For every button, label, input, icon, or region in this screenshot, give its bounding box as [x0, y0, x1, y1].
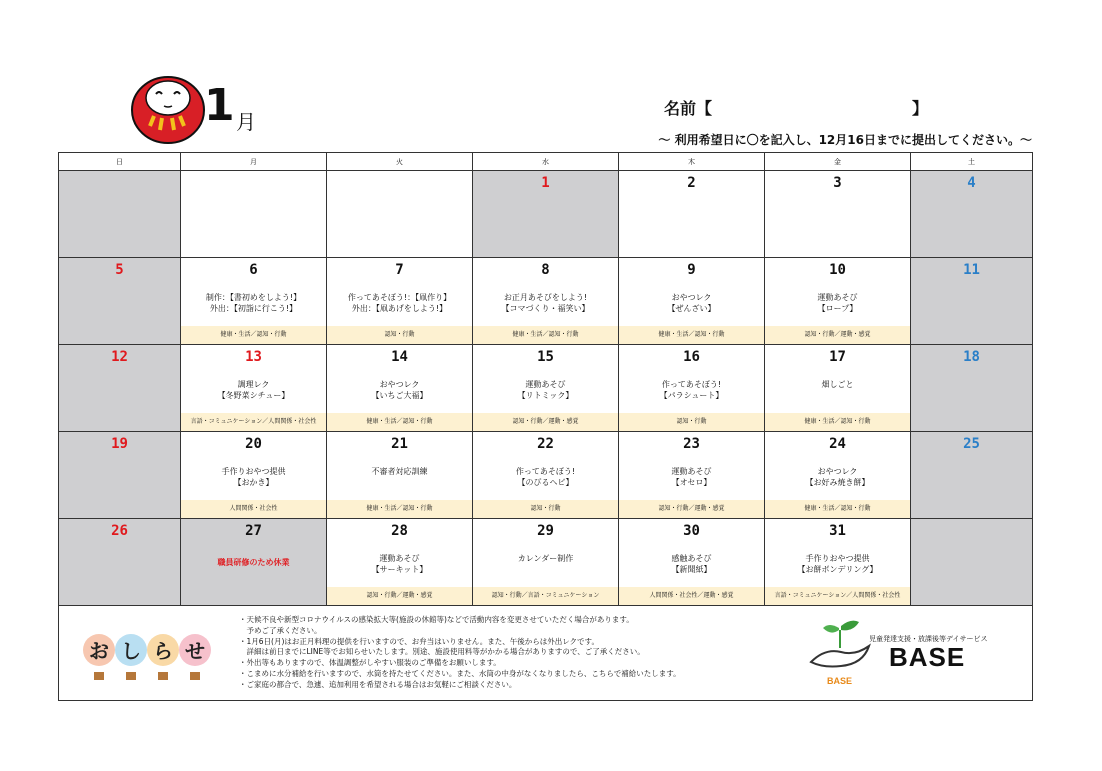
day-number: 7 [395, 262, 404, 278]
day-number: 28 [391, 523, 408, 539]
day-number: 8 [541, 262, 550, 278]
activity-text [619, 292, 764, 314]
daruma-illustration [128, 68, 212, 146]
activity-text [765, 553, 910, 575]
calendar-day-cell[interactable] [181, 258, 327, 345]
day-number: 31 [829, 523, 846, 539]
day-cell-content [765, 171, 910, 257]
calendar-day-cell[interactable] [473, 258, 619, 345]
day-cell-content [911, 258, 1032, 344]
activity-text [327, 292, 472, 314]
activity-line: 【ロープ】 [817, 304, 858, 313]
day-number: 17 [829, 349, 846, 365]
calendar-day-cell[interactable] [911, 258, 1033, 345]
activity-line: 【サーキット】 [371, 565, 428, 574]
balloon-basket [158, 672, 168, 680]
name-bracket-close: 】 [912, 99, 929, 118]
day-number: 19 [111, 436, 128, 452]
activity-line: カレンダー制作 [517, 554, 574, 563]
activity-line: 【冬野菜シチュー】 [217, 391, 290, 400]
day-cell-content [59, 432, 180, 518]
activity-text [765, 466, 910, 488]
calendar-day-cell[interactable] [181, 171, 327, 258]
activity-line: 運動あそび [525, 380, 566, 389]
activity-text [181, 379, 326, 401]
name-label: 名前【 [664, 99, 713, 118]
day-cell-content [619, 171, 764, 257]
activity-line: 外出：【初詣に行こう!】 [209, 304, 298, 313]
support-category: 認知・行動／運動・感覚 [327, 587, 472, 605]
support-category: 言語・コミュニケーション／人間関係・社会性 [181, 413, 326, 431]
weekday-header: 火 [327, 153, 473, 171]
activity-line: 【オセロ】 [671, 478, 712, 487]
calendar-day-cell[interactable] [765, 171, 911, 258]
day-cell-content [473, 519, 618, 605]
support-category: 認知・行動 [327, 326, 472, 344]
calendar-day-cell[interactable] [473, 519, 619, 606]
day-number: 25 [963, 436, 980, 452]
calendar-day-cell[interactable] [619, 345, 765, 432]
support-category: 認知・行動／言語・コミュニケーション [473, 587, 618, 605]
day-number: 30 [683, 523, 700, 539]
notice-item: ・ご家庭の都合で、急遽、追加利用を希望される場合はお気軽にご相談ください。 [239, 679, 517, 689]
activity-line: 運動あそび [379, 554, 420, 563]
day-cell-content [473, 258, 618, 344]
day-number: 10 [829, 262, 846, 278]
day-number: 2 [687, 175, 696, 191]
day-number: 27 [245, 523, 262, 539]
activity-line: 運動あそび [671, 467, 712, 476]
activity-text [619, 553, 764, 575]
calendar-day-cell[interactable] [619, 171, 765, 258]
calendar-day-cell[interactable] [181, 432, 327, 519]
day-cell-content [911, 171, 1032, 257]
day-cell-content [473, 171, 618, 257]
base-name: BASE [889, 642, 966, 672]
day-cell-content [181, 258, 326, 344]
notice-panel [58, 606, 1033, 701]
month-number: 1 [204, 80, 235, 131]
support-category: 健康・生活／認知・行動 [181, 326, 326, 344]
day-cell-content [181, 432, 326, 518]
day-number: 9 [687, 262, 696, 278]
calendar-day-cell[interactable] [765, 258, 911, 345]
activity-line: 畑しごと [821, 380, 854, 389]
day-cell-content [327, 345, 472, 431]
calendar-week-row [59, 345, 1033, 432]
activity-text [619, 466, 764, 488]
day-cell-content [619, 345, 764, 431]
activity-text [765, 379, 910, 390]
calendar-day-cell[interactable] [911, 171, 1033, 258]
support-category: 認知・行動 [619, 413, 764, 431]
calendar-day-cell[interactable] [473, 432, 619, 519]
activity-text [473, 466, 618, 488]
calendar-day-cell[interactable] [327, 258, 473, 345]
support-category: 認知・行動／運動・感覚 [619, 500, 764, 518]
day-number: 16 [683, 349, 700, 365]
calendar-day-cell[interactable] [327, 519, 473, 606]
name-field [664, 96, 964, 119]
activity-line: 【おかき】 [233, 478, 274, 487]
activity-text [473, 379, 618, 401]
activity-line: 【いちご大福】 [371, 391, 428, 400]
day-number: 4 [967, 175, 976, 191]
badge-character: し [121, 639, 141, 663]
activity-line: 【パラシュート】 [659, 391, 724, 400]
calendar-day-cell[interactable] [59, 432, 181, 519]
calendar-day-cell[interactable] [473, 345, 619, 432]
calendar-day-cell[interactable] [59, 345, 181, 432]
activity-line: 作ってあそぼう! [515, 467, 576, 476]
notice-item: ・天候不良や新型コロナウイルスの感染拡大等(施設の休館等)などで活動内容を変更させていただく場合があります。 [239, 615, 634, 624]
day-number: 5 [115, 262, 124, 278]
calendar-week-row [59, 519, 1033, 606]
activity-line: おやつレク [817, 467, 858, 476]
notice-item: 詳細は前日までにLINE等でお知らせいたします。別途、施設使用料等がかかる場合がありますので、ご了承ください。 [239, 647, 645, 657]
day-number: 3 [833, 175, 842, 191]
day-number: 14 [391, 349, 408, 365]
calendar-day-cell[interactable] [327, 345, 473, 432]
support-category: 健康・生活／認知・行動 [765, 500, 910, 518]
notice-item: ・1月6日(月)はお正月料理の提供を行いますので、お弁当はいりません。また、午後からは外出レクです。 [239, 636, 599, 646]
day-cell-content [911, 519, 1032, 605]
notice-list [239, 615, 681, 691]
day-cell-content [911, 345, 1032, 431]
day-cell-content [911, 432, 1032, 518]
calendar-day-cell[interactable] [911, 432, 1033, 519]
day-number: 11 [963, 262, 980, 278]
support-category: 健康・生活／認知・行動 [327, 500, 472, 518]
activity-line: おやつレク [671, 293, 712, 302]
support-category: 人間関係・社会性 [181, 500, 326, 518]
day-cell-content [619, 519, 764, 605]
day-number: 6 [249, 262, 258, 278]
base-logo-text: BASE [827, 676, 853, 686]
base-logo-icon [805, 616, 877, 688]
day-cell-content [327, 258, 472, 344]
calendar-day-cell[interactable] [181, 519, 327, 606]
day-cell-content [619, 258, 764, 344]
day-number: 15 [537, 349, 554, 365]
activity-line: 【お好み焼き餅】 [805, 478, 870, 487]
weekday-header: 日 [59, 153, 181, 171]
calendar-day-cell[interactable] [327, 432, 473, 519]
day-number: 13 [245, 349, 262, 365]
support-category: 健康・生活／認知・行動 [765, 413, 910, 431]
day-cell-content [59, 519, 180, 605]
calendar-day-cell[interactable] [181, 345, 327, 432]
activity-line: 手作りおやつ提供 [805, 554, 870, 563]
weekday-header: 木 [619, 153, 765, 171]
balloon-basket [126, 672, 136, 680]
activity-line: おやつレク [379, 380, 420, 389]
calendar-day-cell[interactable] [619, 258, 765, 345]
support-category: 健康・生活／認知・行動 [619, 326, 764, 344]
submission-instruction: ～ 利用希望日に〇を記入し、12月16日までに提出してください。～ [658, 133, 1032, 147]
balloon-basket [190, 672, 200, 680]
activity-line: 【のびるヘビ】 [517, 478, 574, 487]
oshirase-balloon-badge [81, 624, 215, 688]
support-category: 人間関係・社会性／運動・感覚 [619, 587, 764, 605]
calendar-week-row [59, 432, 1033, 519]
activity-line: 不審者対応訓練 [371, 467, 428, 476]
weekday-header-row [59, 153, 1033, 171]
activity-line: 外出：【凧あげをしよう!】 [351, 304, 448, 313]
activity-line: 感触あそび [671, 554, 712, 563]
activity-line: お正月あそびをしよう! [503, 293, 588, 302]
activity-line: 【新聞紙】 [671, 565, 712, 574]
day-number: 18 [963, 349, 980, 365]
weekday-header: 土 [911, 153, 1033, 171]
activity-line: 【お餅ボンデリング】 [797, 565, 878, 574]
calendar-day-cell[interactable] [619, 432, 765, 519]
day-number: 1 [541, 175, 550, 191]
support-category: 認知・行動 [473, 500, 618, 518]
day-cell-content [473, 432, 618, 518]
calendar-day-cell[interactable] [765, 432, 911, 519]
activity-line: 作ってあそぼう!：【凧作り】 [347, 293, 452, 302]
activity-text [181, 466, 326, 488]
activity-text [327, 466, 472, 477]
calendar-table [58, 152, 1033, 606]
weekday-header: 金 [765, 153, 911, 171]
day-number: 20 [245, 436, 262, 452]
calendar-day-cell[interactable] [911, 519, 1033, 606]
day-number: 21 [391, 436, 408, 452]
activity-text [327, 379, 472, 401]
activity-line: 職員研修のため休業 [217, 558, 290, 567]
support-category: 認知・行動／運動・感覚 [765, 326, 910, 344]
day-cell-content [327, 432, 472, 518]
day-number: 12 [111, 349, 128, 365]
notice-item: ・こまめに水分補給を行いますので、水筒を持たせてください。また、水筒の中身がなくなりましたら、こちらで補給いたします。 [239, 668, 681, 678]
calendar-day-cell[interactable] [911, 345, 1033, 432]
weekday-header: 水 [473, 153, 619, 171]
support-category: 言語・コミュニケーション／人間関係・社会性 [765, 587, 910, 605]
day-cell-content [765, 519, 910, 605]
day-cell-content [765, 258, 910, 344]
calendar-week-row [59, 171, 1033, 258]
day-cell-content [619, 432, 764, 518]
day-cell-content [327, 519, 472, 605]
day-number: 29 [537, 523, 554, 539]
day-cell-content [473, 345, 618, 431]
calendar-day-cell[interactable] [59, 258, 181, 345]
day-cell-content [765, 345, 910, 431]
activity-line: 【リトミック】 [517, 391, 574, 400]
day-cell-content [327, 171, 472, 257]
day-number: 24 [829, 436, 846, 452]
day-cell-content [765, 432, 910, 518]
day-number: 26 [111, 523, 128, 539]
activity-line: 【ぜんざい】 [667, 304, 716, 313]
calendar-day-cell[interactable] [327, 171, 473, 258]
balloon-basket [94, 672, 104, 680]
day-cell-content [59, 345, 180, 431]
activity-text [765, 292, 910, 314]
calendar-day-cell[interactable] [473, 171, 619, 258]
day-number: 23 [683, 436, 700, 452]
activity-text [181, 292, 326, 314]
calendar-day-cell[interactable] [59, 519, 181, 606]
activity-line: 運動あそび [817, 293, 858, 302]
month-unit: 月 [236, 110, 256, 134]
activity-line: 調理レク [237, 380, 270, 389]
activity-text [473, 553, 618, 564]
badge-character: ら [153, 639, 173, 663]
day-cell-content [181, 171, 326, 257]
support-category: 健康・生活／認知・行動 [327, 413, 472, 431]
calendar-day-cell[interactable] [765, 519, 911, 606]
day-cell-content [181, 519, 326, 605]
activity-text [327, 553, 472, 575]
activity-text [181, 557, 326, 568]
badge-character: せ [185, 639, 205, 663]
support-category: 認知・行動／運動・感覚 [473, 413, 618, 431]
base-subtitle: 児童発達支援・放課後等デイサービス [869, 635, 988, 643]
calendar-day-cell[interactable] [619, 519, 765, 606]
day-cell-content [59, 171, 180, 257]
notice-item: ・外出等もありますので、体温調整がしやすい服装のご準備をお願いします。 [239, 658, 501, 668]
day-cell-content [59, 258, 180, 344]
calendar-day-cell[interactable] [59, 171, 181, 258]
day-number: 22 [537, 436, 554, 452]
activity-text [619, 379, 764, 401]
activity-line: 【コマづくり・福笑い】 [501, 304, 590, 313]
support-category: 健康・生活／認知・行動 [473, 326, 618, 344]
weekday-header: 月 [181, 153, 327, 171]
badge-character: お [89, 639, 109, 663]
day-cell-content [181, 345, 326, 431]
activity-line: 作ってあそぼう! [661, 380, 722, 389]
activity-text [473, 292, 618, 314]
activity-line: 制作：【書初めをしよう!】 [205, 293, 302, 302]
activity-line: 手作りおやつ提供 [221, 467, 286, 476]
calendar-day-cell[interactable] [765, 345, 911, 432]
calendar-week-row [59, 258, 1033, 345]
notice-item: 予めご了承ください。 [239, 625, 322, 635]
